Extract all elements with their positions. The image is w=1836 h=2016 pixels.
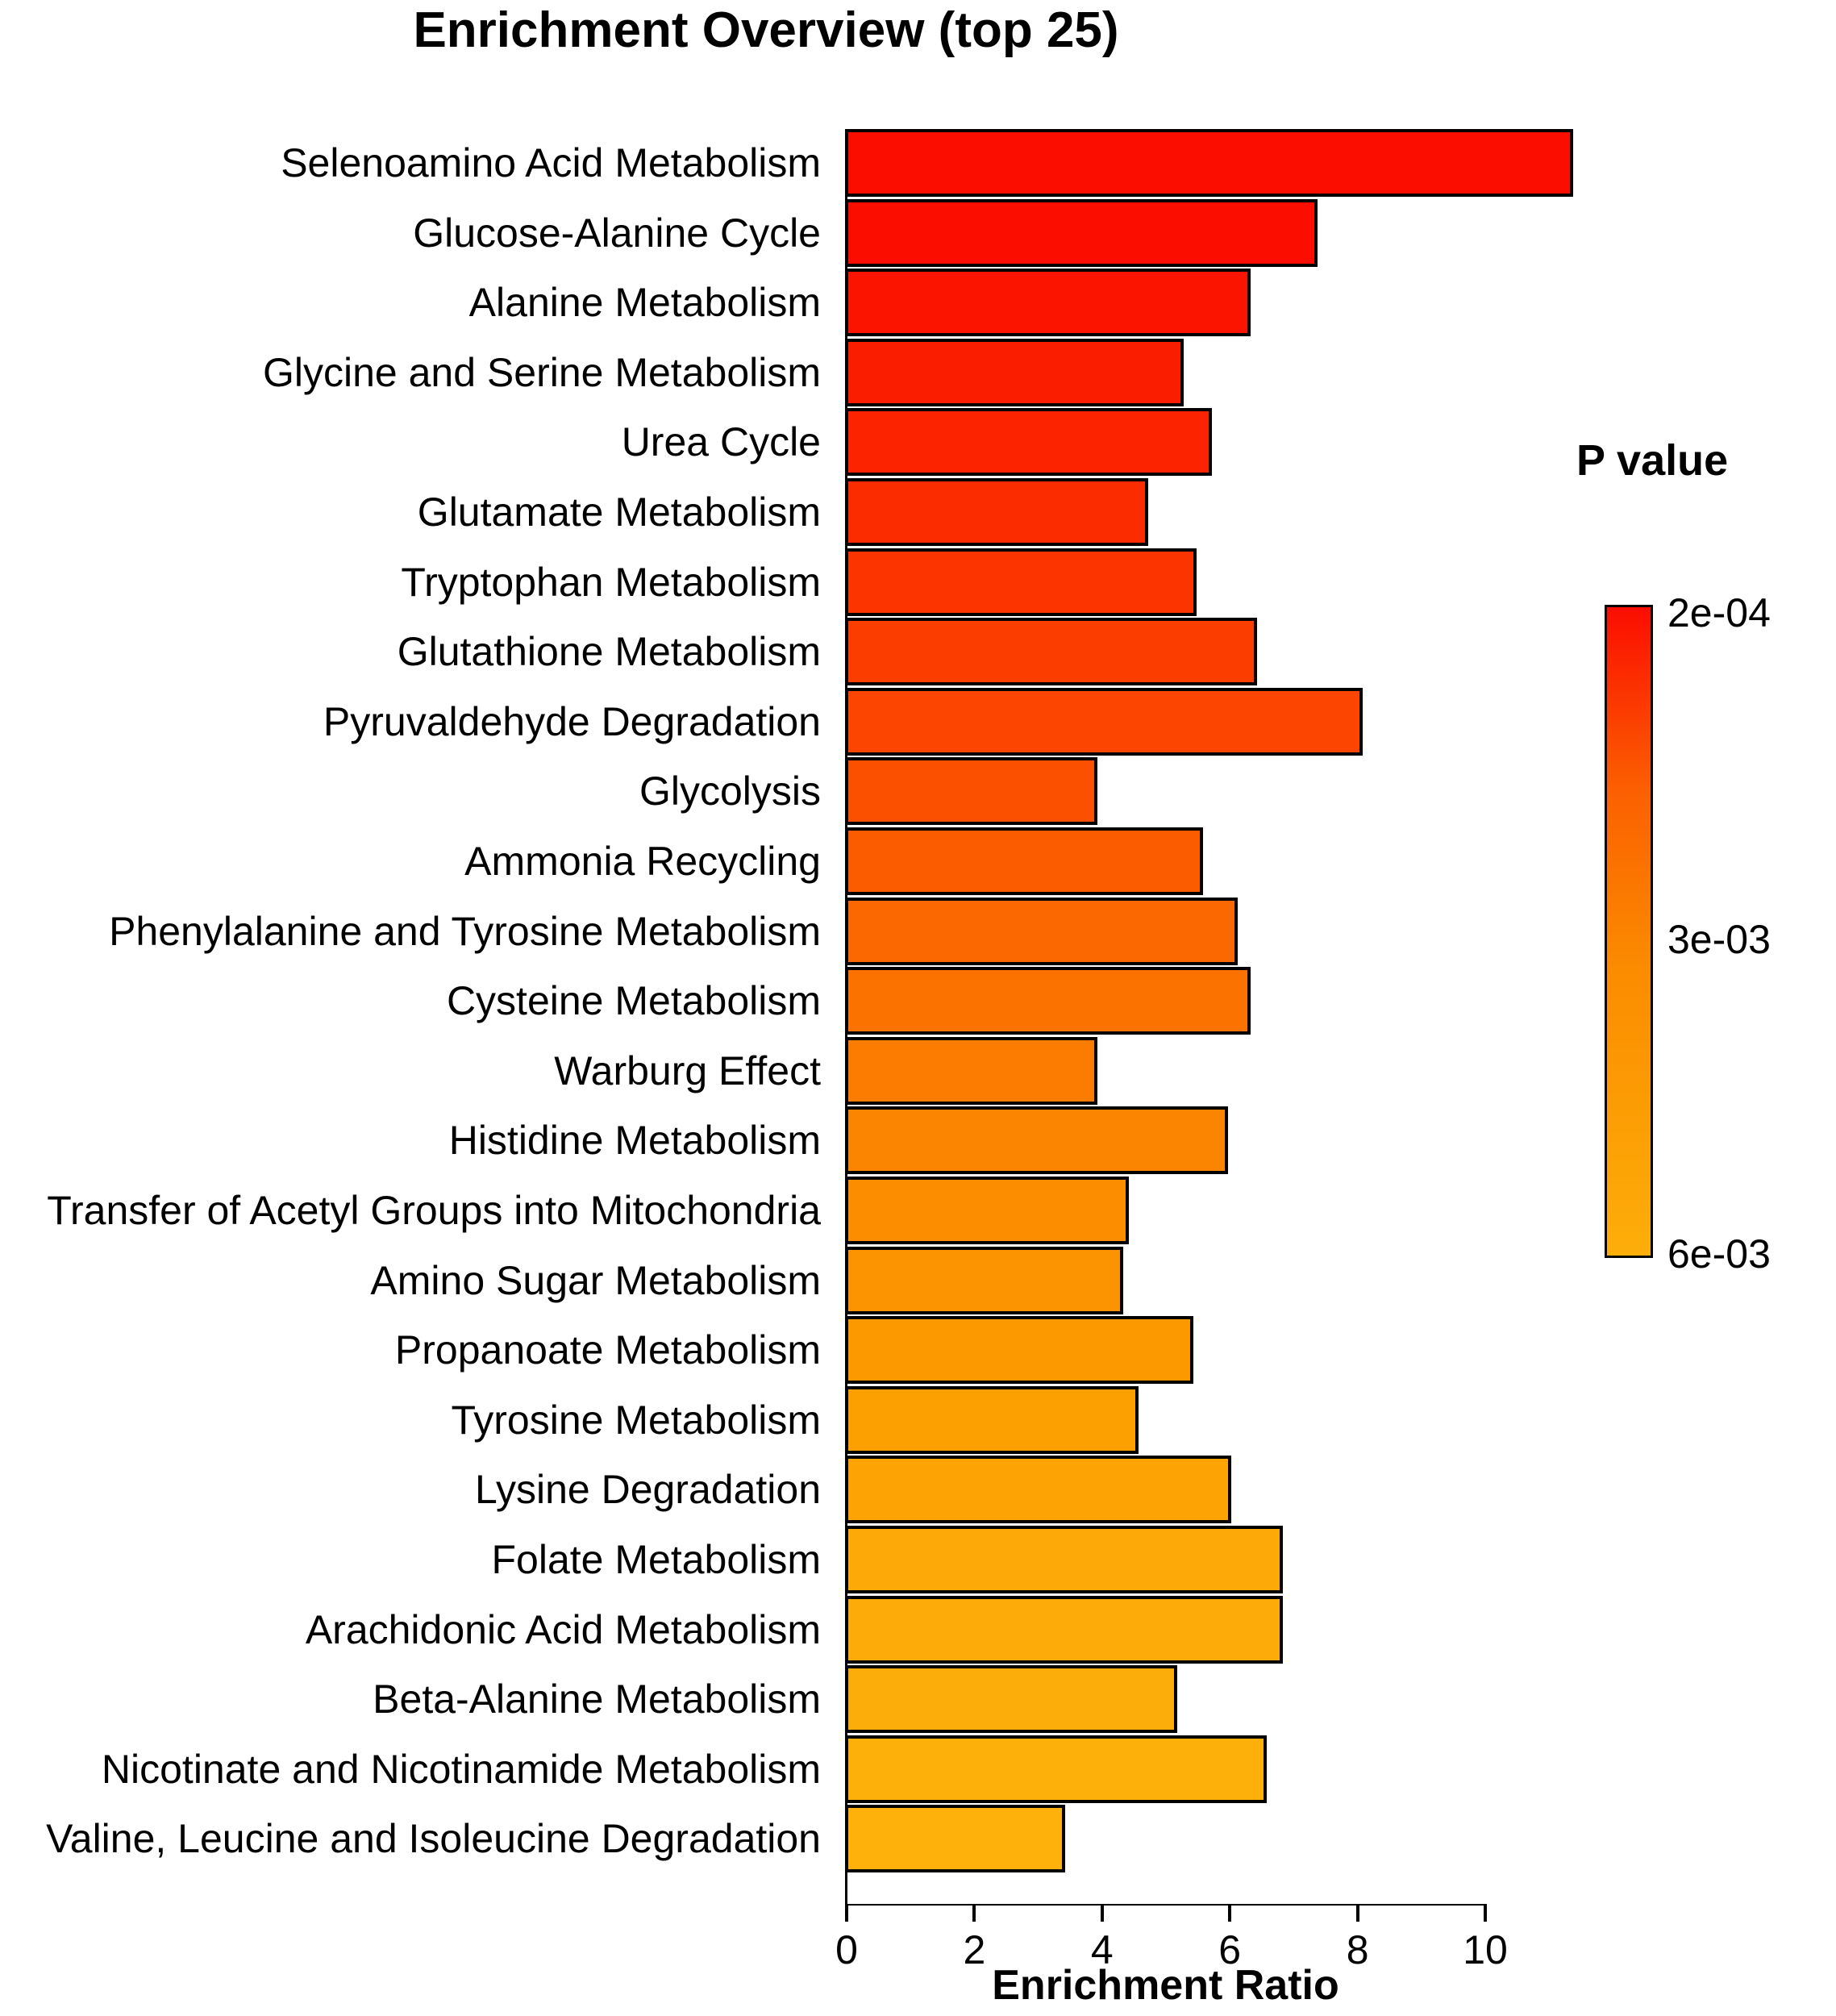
bar-row <box>451 1386 1139 1454</box>
x-axis-tick-label: 6 <box>1218 1927 1242 1972</box>
x-axis-tick-label: 0 <box>835 1927 858 1972</box>
bar-row <box>46 1805 1065 1872</box>
x-axis-tick-label: 2 <box>963 1927 986 1972</box>
bar-category-label: Glutathione Metabolism <box>397 629 821 675</box>
bar[interactable] <box>845 898 1238 965</box>
bar-row <box>394 1316 1193 1384</box>
bar-row <box>448 1106 1228 1174</box>
bar-category-label: Folate Metabolism <box>491 1537 821 1582</box>
bar[interactable] <box>845 1386 1139 1454</box>
bar-row <box>397 618 1257 685</box>
bar[interactable] <box>845 1037 1097 1105</box>
bar[interactable] <box>845 199 1318 267</box>
bar-category-label: Selenoamino Acid Metabolism <box>281 140 821 185</box>
bar-row <box>491 1526 1283 1593</box>
x-axis <box>835 1904 1508 1972</box>
bar[interactable] <box>845 1596 1283 1664</box>
bar[interactable] <box>845 1177 1129 1244</box>
bar-category-label: Pyruvaldehyde Degradation <box>323 698 821 744</box>
bar-category-label: Transfer of Acetyl Groups into Mitochondria <box>47 1188 821 1233</box>
bar-row <box>401 548 1197 616</box>
bar[interactable] <box>845 1456 1231 1523</box>
bar-category-label: Phenylalanine and Tyrosine Metabolism <box>109 908 821 954</box>
legend-label-top: 2e-04 <box>1667 590 1771 635</box>
bar[interactable] <box>845 478 1148 546</box>
bar-category-label: Cysteine Metabolism <box>446 978 821 1024</box>
bar[interactable] <box>845 688 1363 756</box>
bar-category-label: Tryptophan Metabolism <box>401 559 821 605</box>
bar-category-label: Lysine Degradation <box>475 1467 821 1513</box>
bar[interactable] <box>845 548 1197 616</box>
bar[interactable] <box>845 1805 1065 1872</box>
x-axis-tick-label: 8 <box>1346 1927 1369 1972</box>
bar-category-label: Urea Cycle <box>621 419 821 465</box>
bar[interactable] <box>845 129 1573 197</box>
bar-category-label: Glycine and Serine Metabolism <box>263 349 821 395</box>
bar-category-label: Warburg Effect <box>554 1048 821 1093</box>
bar-category-label: Glutamate Metabolism <box>417 489 821 535</box>
bar[interactable] <box>845 269 1251 336</box>
bar-row <box>263 339 1184 406</box>
bar[interactable] <box>845 618 1257 685</box>
bar-category-label: Glucose-Alanine Cycle <box>413 210 821 256</box>
bar-category-label: Propanoate Metabolism <box>394 1327 821 1373</box>
bar[interactable] <box>845 339 1184 406</box>
bar-row <box>281 129 1573 197</box>
bar[interactable] <box>845 1106 1228 1174</box>
x-axis-tick <box>1228 1904 1231 1922</box>
bar[interactable] <box>845 827 1203 895</box>
bar-row <box>446 967 1251 1035</box>
bar[interactable] <box>845 408 1212 476</box>
legend-label-bottom: 6e-03 <box>1667 1231 1771 1277</box>
bar[interactable] <box>845 1316 1193 1384</box>
bar-category-label: Alanine Metabolism <box>468 280 821 326</box>
bar-row <box>639 757 1097 825</box>
x-axis-tick <box>972 1904 976 1922</box>
bar-row <box>323 688 1363 756</box>
legend-label-mid: 3e-03 <box>1667 917 1771 962</box>
bar-row <box>413 199 1318 267</box>
legend-colorbar <box>1605 605 1653 1258</box>
bar-category-label: Valine, Leucine and Isoleucine Degradation <box>46 1816 821 1862</box>
bar-row <box>468 269 1251 336</box>
bar-row <box>621 408 1212 476</box>
x-axis-title: Enrichment Ratio <box>992 1962 1339 2009</box>
bar-row <box>109 898 1238 965</box>
bar-row <box>47 1177 1129 1244</box>
bar-row <box>417 478 1148 546</box>
x-axis-tick <box>845 1904 848 1922</box>
bar-category-label: Amino Sugar Metabolism <box>370 1257 821 1303</box>
bar-category-label: Beta-Alanine Metabolism <box>373 1677 821 1722</box>
x-axis-tick <box>1356 1904 1359 1922</box>
bar-category-label: Nicotinate and Nicotinamide Metabolism <box>101 1746 821 1792</box>
bar-row <box>464 827 1203 895</box>
plot-area <box>46 129 1643 1862</box>
bar[interactable] <box>845 967 1251 1035</box>
bar-row <box>101 1735 1267 1803</box>
bar-category-label: Tyrosine Metabolism <box>451 1397 821 1443</box>
x-axis-tick-label: 4 <box>1090 1927 1114 1972</box>
bar-row <box>370 1247 1123 1314</box>
bar[interactable] <box>845 757 1097 825</box>
bar-row <box>475 1456 1231 1523</box>
x-axis-tick <box>1484 1904 1487 1922</box>
bar-row <box>305 1596 1283 1664</box>
bar-row <box>373 1665 1177 1733</box>
bar[interactable] <box>845 1247 1123 1314</box>
bar-row <box>554 1037 1097 1105</box>
x-axis-tick <box>1101 1904 1104 1922</box>
chart-title: Enrichment Overview (top 25) <box>413 2 1119 58</box>
bar[interactable] <box>845 1526 1283 1593</box>
x-axis-tick-label: 10 <box>1463 1927 1508 1972</box>
bar-category-label: Histidine Metabolism <box>448 1118 821 1164</box>
bar-category-label: Ammonia Recycling <box>464 839 821 884</box>
bar-category-label: Glycolysis <box>639 768 821 814</box>
bar[interactable] <box>845 1735 1267 1803</box>
bar-category-label: Arachidonic Acid Metabolism <box>305 1606 821 1652</box>
legend-title: P value <box>1576 436 1729 485</box>
bar[interactable] <box>845 1665 1177 1733</box>
